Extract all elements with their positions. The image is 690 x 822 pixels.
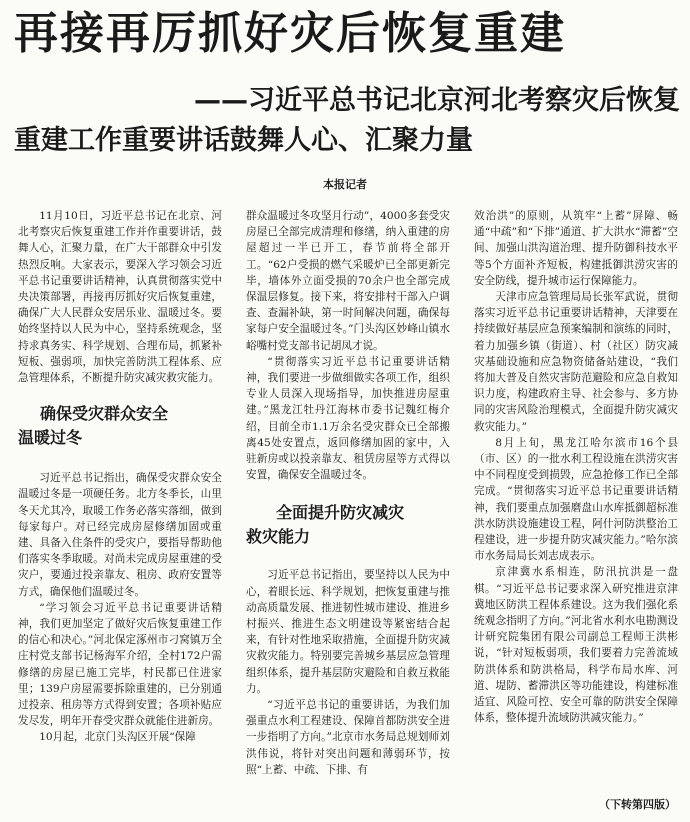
paragraph: “习近平总书记的重要讲话，为我们加强重点水利工程建设、保障首都防洪安全进一步指明了方向。”北京市水务局总规划师刘洪伟说，将针对突出问题和薄弱环节，按照“上蓄、中疏、下排、有 <box>246 699 450 776</box>
section-heading-1-line2: 温暖过冬 <box>18 428 83 448</box>
continued-note: （下转第四版） <box>599 798 676 811</box>
paragraph: “贯彻落实习近平总书记重要讲话精神，我们要进一步做细做实各项工作，组织专业人员深入现场指导，加快推进房屋重建。”黑龙江牡丹江海林市委书记魏红梅介绍，目前全市1.1万余名受灾群众已全部搬离45处安置点，返回修缮加固的家中，入驻新房或以投亲靠友、租赁房屋等方式得以安置，确保安全温暖过冬。 <box>246 355 450 482</box>
section-heading-2-line2: 救灾能力 <box>246 527 311 547</box>
article-column-2 <box>246 208 450 814</box>
subtitle-line-1: ——习近平总书记北京河北考察灾后恢复 <box>194 85 680 116</box>
subtitle-line-2: 重建工作重要讲话鼓舞人心、汇聚力量 <box>14 125 473 156</box>
paragraph: 11月10日，习近平总书记在北京、河北考察灾后恢复重建工作并作重要讲话，鼓舞人心，汇聚力量，在广大干部群众中引发热烈反响。大家表示，要深入学习领会习近平总书记重要讲话精神，认真贯彻落实党中央决策部署，再接再厉抓好灾后恢复重建，确保广大人民群众安居乐业、温暖过冬。要始终坚持以人民为中心，坚持系统观念，坚持求真务实、科学规划、合理布局，抓紧补短板、强弱项，加快完善防洪工程体系、应急管理体系，不断提升防灾减灾救灾能力。 <box>18 210 222 385</box>
section-heading-2-line1: 全面提升防灾减灾 <box>276 503 405 523</box>
paragraph: “学习领会习近平总书记重要讲话精神，我们更加坚定了做好灾后恢复重建工作的信心和决心。”河北保定涿州市刁窝镇万全庄村党支部书记杨海军介绍，全村172户需修缮的房屋已施工完毕，村民都已住进家里；139户房屋需要拆除重建的，已分别通过投亲、租房等方式得到安置；各项补贴应发尽发，明年开春受灾群众就能住进新房。 <box>18 601 222 728</box>
paragraph: 习近平总书记指出，要坚持以人民为中心，着眼长远、科学规划，把恢复重建与推动高质量发展、推进韧性城市建设、推进乡村振兴、推进生态文明建设等紧密结合起来，有针对性地采取措施，全面提升防灾减灾救灾能力。特别要完善城乡基层应急管理组织体系，提升基层防灾避险和自救互救能力。 <box>246 569 450 695</box>
paragraph: 效治洪”的原则，从筑牢“上蓄”屏障、畅通“中疏”和“下排”通道、扩大洪水“滞蓄”空间、加强山洪沟道治理、提升防御科技水平等5个方面补齐短板，构建抵御洪涝灾害的安全防线，提升城市运行保障能力。 <box>474 210 678 287</box>
section-heading-1-line1: 确保受灾群众安全 <box>40 404 169 424</box>
article-column-1 <box>18 208 222 814</box>
section-heading-2 <box>246 501 450 549</box>
section-heading-1 <box>18 402 222 450</box>
paragraph: 习近平总书记指出，确保受灾群众安全温暖过冬是一项硬任务。北方冬季长，山里冬天尤其冷，取暖工作务必落实落细，做到每家每户。对已经完成房屋修缮加固或重建、具备入住条件的受灾户，要指导帮助他们落实冬季取暖。对尚未完成房屋重建的受灾户，要通过投亲靠友、租房、政府安置等方式，确保他们温暖过冬。 <box>18 472 222 598</box>
paragraph: 天津市应急管理局局长张军武说，贯彻落实习近平总书记重要讲话精神，天津要在持续做好基层应急预案编制和演练的同时，着力加强乡镇（街道）、村（社区）防灾减灾基础设施和应急物资储备站建设，“我们将加大普及自然灾害防范避险和应急自救知识力度，构建政府主导、社会参与、多方协同的灾害风险治理模式，全面提升防灾减灾救灾能力。” <box>474 291 678 433</box>
headline: 再接再厉抓好灾后恢复重建 <box>14 8 566 59</box>
paragraph: 10月起，北京门头沟区开展“保障 <box>39 731 196 744</box>
byline: 本报记者 <box>323 178 367 191</box>
paragraph: 群众温暖过冬攻坚月行动”，4000多套受灾房屋已全部完成清理和修缮，纳入重建的房屋超过一半已开工，春节前将全部开工。“62户受损的燃气采暖炉已全部更新完毕，墙体外立面受损的70余户也全部完成保温层修复。接下来，将安排村干部入户调查、查漏补缺，第一时间解决问题，确保每家每户安全温暖过冬。”门头沟区妙峰山镇水峪嘴村党支部书记胡凤才说。 <box>246 210 450 352</box>
article-column-3 <box>474 208 678 814</box>
paragraph: 京津冀水系相连，防汛抗洪是一盘棋。“习近平总书记要求深入研究推进京津冀地区防洪工程体系建设。这为我们强化系统观念指明了方向。”河北省水利水电勘测设计研究院集团有限公司副总工程师王洪彬说，“针对短板弱项，我们要着力完善流域防洪体系和防洪格局，科学布局水库、河道、堤防、蓄滞洪区等功能建设，构建标准适宜、风险可控、安全可靠的防洪安全保障体系，整体提升流域防洪减灾能力。” <box>474 566 678 725</box>
paragraph: 8月上旬，黑龙江哈尔滨市16个县（市、区）的一批水利工程设施在洪涝灾害中不同程度受到损毁，应急抢修工作已全部完成。“贯彻落实习近平总书记重要讲话精神，我们要重点加强磨盘山水库抵御超标准洪水防洪设施建设工程，阿什河防洪整治工程建设，进一步提升防灾减灾能力。”哈尔滨市水务局局长刘志成表示。 <box>474 436 678 563</box>
